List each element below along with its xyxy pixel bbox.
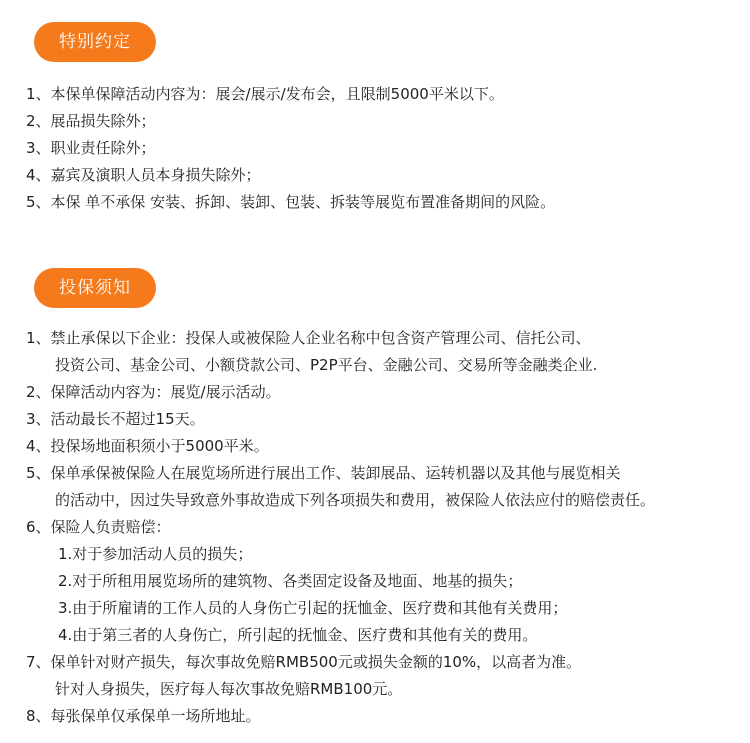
special-terms-item: 4、嘉宾及演职人员本身损失除外； (26, 166, 261, 184)
notice-item: 3、活动最长不超过15天。 (26, 410, 205, 428)
notice-subitem: 3.由于所雇请的工作人员的人身伤亡引起的抚恤金、医疗费和其他有关费用； (58, 599, 568, 617)
special-terms-item: 3、职业责任除外； (26, 139, 156, 157)
special-terms-item: 5、本保 单不承保 安装、拆卸、装卸、包装、拆装等展览布置准备期间的风险。 (26, 193, 556, 211)
notice-subitem: 2.对于所租用展览场所的建筑物、各类固定设备及地面、地基的损失； (58, 572, 523, 590)
insurance-notice-list (26, 325, 746, 730)
notice-subitem: 4.由于第三者的人身伤亡，所引起的抚恤金、医疗费和其他有关的费用。 (58, 626, 538, 644)
notice-item: 1、禁止承保以下企业：投保人或被保险人企业名称中包含资产管理公司、信托公司、 (26, 329, 591, 347)
notice-item-continuation: 投资公司、基金公司、小额贷款公司、P2P平台、金融公司、交易所等金融类企业. (55, 356, 598, 374)
notice-item-continuation: 的活动中，因过失导致意外事故造成下列各项损失和费用，被保险人依法应付的赔偿责任。 (55, 491, 656, 509)
notice-item: 7、保单针对财产损失，每次事故免赔RMB500元或损失金额的10%，以高者为准。 (26, 653, 582, 671)
notice-item: 4、投保场地面积须小于5000平米。 (26, 437, 269, 455)
insurance-notice-badge: 投保须知 (34, 268, 156, 308)
special-terms-item: 2、展品损失除外； (26, 112, 156, 130)
notice-item: 5、保单承保被保险人在展览场所进行展出工作、装卸展品、运转机器以及其他与展览相关 (26, 464, 621, 482)
notice-item: 6、保险人负责赔偿： (26, 518, 171, 536)
notice-item-continuation: 针对人身损失，医疗每人每次事故免赔RMB100元。 (55, 680, 403, 698)
notice-subitem: 1.对于参加活动人员的损失； (58, 545, 253, 563)
notice-item: 8、每张保单仅承保单一场所地址。 (26, 707, 261, 725)
special-terms-list (26, 81, 746, 216)
notice-item: 2、保障活动内容为：展览/展示活动。 (26, 383, 281, 401)
special-terms-item: 1、本保单保障活动内容为：展会/展示/发布会，且限制5000平米以下。 (26, 85, 504, 103)
special-terms-badge: 特别约定 (34, 22, 156, 62)
